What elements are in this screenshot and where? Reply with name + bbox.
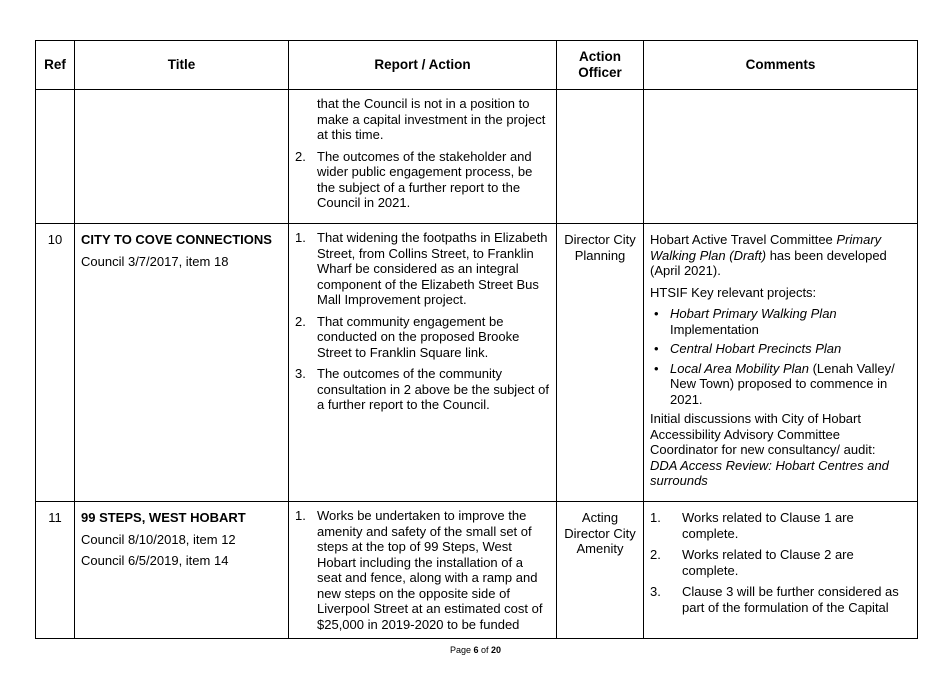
title-cell	[75, 224, 289, 502]
action-report-table	[35, 40, 918, 639]
ref-cell: 11	[36, 502, 75, 639]
ref-cell	[36, 90, 75, 224]
header-report-action: Report / Action	[289, 41, 557, 90]
header-action-officer: Action Officer	[557, 41, 644, 90]
officer-cell: Director City Planning	[557, 224, 644, 502]
comments-cell	[644, 502, 918, 639]
bullet-icon: •	[654, 360, 659, 376]
meeting-reference: Council 6/5/2019, item 14	[81, 553, 229, 568]
page-footer: Page 6 of 20	[449, 645, 502, 655]
comment-item: 1. Works related to Clause 1 are complete.	[650, 510, 854, 541]
bullet-icon: •	[654, 306, 659, 321]
report-action-cell	[289, 502, 557, 639]
list-item: • Hobart Primary Walking Plan Implementation	[650, 306, 911, 337]
comment-paragraph: HTSIF Key relevant projects:	[650, 284, 817, 300]
page-number: 6	[473, 645, 479, 655]
project-list	[650, 306, 911, 407]
meeting-reference: Council 8/10/2018, item 12	[81, 531, 236, 547]
action-item: 2. That community engagement be conducted on the proposed Brooke Street to Franklin Square link.	[295, 313, 520, 360]
item-title: 99 STEPS, WEST HOBART	[81, 510, 246, 525]
comment-paragraph: Initial discussions with City of Hobart Accessibility Advisory Committee Coordinator for new consultancy/ audit:	[650, 411, 876, 457]
officer-cell: Acting Director City Amenity	[557, 502, 644, 639]
action-item: 3. The outcomes of the community consultation in 2 above be the subject of a further report to the Council.	[295, 366, 549, 412]
item-title: CITY TO COVE CONNECTIONS	[81, 232, 272, 247]
list-item: • Local Area Mobility Plan (Lenah Valley/ New Town) proposed to commence in 2021.	[650, 361, 911, 408]
header-title: Title	[75, 41, 289, 90]
comments-cell	[644, 224, 918, 502]
table-row	[36, 224, 918, 502]
comments-cell	[644, 90, 918, 224]
report-action-cell	[289, 224, 557, 502]
action-item: 1. That widening the footpaths in Elizabeth Street, from Collins Street, to Franklin Wharf be considered as an integral component of the Elizabeth Street Bus Mall Improvement project.	[295, 230, 548, 307]
comment-paragraph: Hobart Active Travel Committee Primary Walking Plan (Draft) has been developed (April 2021).	[650, 232, 887, 278]
action-continued-text: that the Council is not in a position to make a capital investment in the project at this time.	[317, 96, 546, 142]
page-total: 20	[491, 645, 502, 655]
list-item: • Central Hobart Precincts Plan	[650, 341, 911, 357]
title-cell	[75, 90, 289, 224]
table-header-row	[36, 41, 918, 90]
action-item: 2. The outcomes of the stakeholder and wider public engagement process, be the subject of a further report to the Council in 2021.	[295, 148, 533, 210]
comment-item: 2. Works related to Clause 2 are complete.	[650, 547, 854, 578]
officer-cell	[557, 90, 644, 224]
comment-paragraph: DDA Access Review: Hobart Centres and surrounds	[650, 457, 889, 488]
report-action-cell	[289, 90, 557, 224]
header-comments: Comments	[644, 41, 918, 90]
comment-item: 3. Clause 3 will be further considered as part of the formulation of the Capital	[650, 584, 899, 615]
header-ref: Ref	[36, 41, 75, 90]
table-row	[36, 90, 918, 224]
action-item: 1. Works be undertaken to improve the amenity and safety of the small set of steps at the top of 99 Steps, West Hobart including the installation of a seat and fence, along with a ramp and new steps on the opposite side of Liverpool Street at an estimated cost of $25,000 in 2019-2020 to be funded	[295, 508, 543, 632]
meeting-reference: Council 3/7/2017, item 18	[81, 253, 229, 269]
table-row	[36, 502, 918, 639]
bullet-icon: •	[654, 341, 659, 356]
title-cell	[75, 502, 289, 639]
ref-cell: 10	[36, 224, 75, 502]
